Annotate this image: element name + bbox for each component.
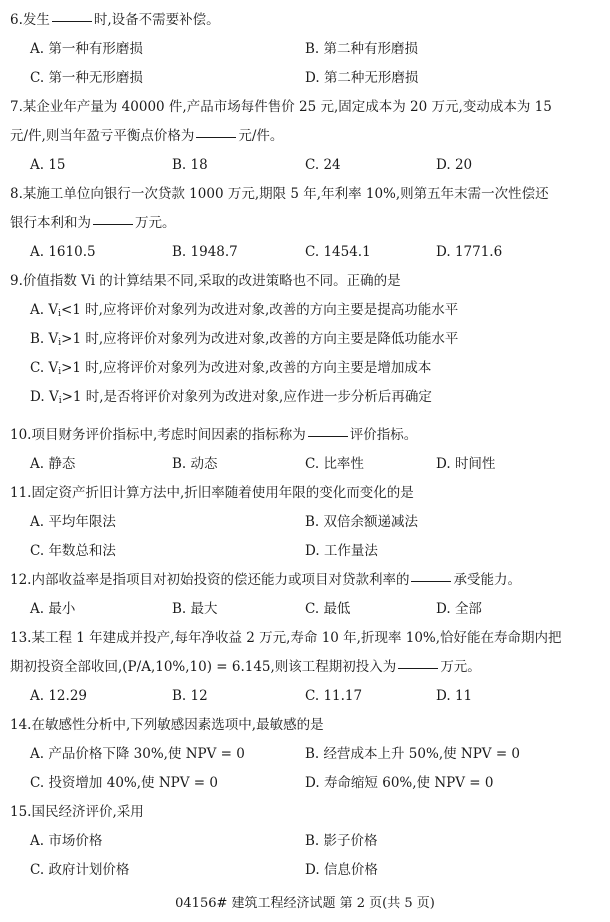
option-d: D. 时间性 [436, 456, 496, 472]
question-7-stem: 7.某企业年产量为 40000 件,产品市场每件售价 25 元,固定成本为 20 万元,变动成本为 15 [10, 99, 552, 115]
question-13-options [0, 685, 610, 707]
option-b: B. 18 [172, 157, 208, 173]
question-7-options [0, 154, 610, 176]
question-13-stem-cont: 期初投资全部收回,(P/A,10%,10) = 6.145,则该工程期初投入为 万元。 [10, 659, 481, 675]
option-d: D. 20 [436, 157, 473, 173]
option-c: C. 比率性 [305, 456, 364, 472]
question-7-stem-cont: 元/件,则当年盈亏平衡点价格为 元/件。 [10, 128, 284, 144]
question-10-options [0, 453, 610, 475]
option-d: D. 寿命缩短 60%,使 NPV = 0 [305, 775, 494, 791]
question-14-options-row2 [0, 772, 610, 794]
question-15-options-row2 [0, 859, 610, 881]
option-a: A. 最小 [30, 601, 76, 617]
option-b: B. 动态 [172, 456, 218, 472]
question-11-options-row1 [0, 511, 610, 533]
answer-blank [411, 580, 451, 582]
option-b: B. 影子价格 [305, 833, 378, 849]
option-c: C. 年数总和法 [30, 543, 116, 559]
question-8-stem-cont: 银行本利和为 万元。 [10, 215, 176, 231]
answer-blank [196, 136, 236, 138]
option-a: A. 平均年限法 [30, 514, 116, 530]
option-d: D. 工作量法 [305, 543, 378, 559]
question-15-stem: 15.国民经济评价,采用 [10, 804, 144, 820]
option-d: D. 第二种无形磨损 [305, 70, 419, 86]
question-14-stem: 14.在敏感性分析中,下列敏感因素选项中,最敏感的是 [10, 717, 324, 733]
option-b: B. $V_i>1$ 时,应将评价对象列为改进对象,改善的方向主要是降低功能水平 [30, 331, 459, 348]
question-8-stem: 8.某施工单位向银行一次贷款 1000 万元,期限 5 年,年利率 10%,则第五年末需一次性偿还 [10, 186, 549, 202]
option-c: C. 政府计划价格 [30, 862, 130, 878]
option-a: A. $V_i<1$ 时,应将评价对象列为改进对象,改善的方向主要是提高功能水平 [30, 302, 459, 319]
option-a: A. 1610.5 [30, 244, 96, 260]
question-12-options [0, 598, 610, 620]
option-a: A. 市场价格 [30, 833, 103, 849]
option-c: C. 24 [305, 157, 341, 173]
question-12-stem: 12.内部收益率是指项目对初始投资的偿还能力或项目对贷款利率的 承受能力。 [10, 572, 521, 588]
question-9-option-b [0, 328, 610, 350]
option-c: C. $V_i>1$ 时,应将评价对象列为改进对象,改善的方向主要是增加成本 [30, 360, 432, 377]
option-c: C. 第一种无形磨损 [30, 70, 143, 86]
question-11-options-row2 [0, 540, 610, 562]
question-6-stem: 6.发生 时,设备不需要补偿。 [10, 12, 220, 28]
option-d: D. 全部 [436, 601, 482, 617]
option-a: A. 产品价格下降 30%,使 NPV = 0 [30, 746, 245, 762]
option-b: B. 双倍余额递减法 [305, 514, 419, 530]
question-15-options-row1 [0, 830, 610, 852]
question-13-stem: 13.某工程 1 年建成并投产,每年净收益 2 万元,寿命 10 年,折现率 10%,恰好能在寿命期内把 [10, 630, 562, 646]
option-d: D. 信息价格 [305, 862, 378, 878]
option-a: A. 静态 [30, 456, 76, 472]
option-d: D. 11 [436, 688, 473, 704]
question-6-options-row2 [0, 67, 610, 89]
question-9-stem: 9.价值指数 Vi 的计算结果不同,采取的改进策略也不同。正确的是 [10, 273, 401, 289]
option-b: B. 最大 [172, 601, 218, 617]
option-d: D. $V_i>1$ 时,是否将评价对象列为改进对象,应作进一步分析后再确定 [30, 389, 432, 406]
question-9-option-c [0, 357, 610, 379]
option-a: A. 第一种有形磨损 [30, 41, 143, 57]
answer-blank [308, 435, 348, 437]
option-c: C. 1454.1 [305, 244, 371, 260]
question-11-stem: 11.固定资产折旧计算方法中,折旧率随着使用年限的变化而变化的是 [10, 485, 414, 501]
question-10-stem: 10.项目财务评价指标中,考虑时间因素的指标称为 评价指标。 [10, 427, 418, 443]
answer-blank [52, 20, 92, 22]
answer-blank [398, 667, 438, 669]
page-footer: 04156# 建筑工程经济试题 第 2 页(共 5 页) [175, 896, 435, 911]
option-c: C. 最低 [305, 601, 351, 617]
option-c: C. 11.17 [305, 688, 363, 704]
answer-blank [93, 223, 133, 225]
option-d: D. 1771.6 [436, 244, 503, 260]
option-b: B. 第二种有形磨损 [305, 41, 419, 57]
option-a: A. 15 [30, 157, 66, 173]
question-8-options [0, 241, 610, 263]
option-a: A. 12.29 [30, 688, 87, 704]
option-b: B. 经营成本上升 50%,使 NPV = 0 [305, 746, 521, 762]
option-b: B. 12 [172, 688, 208, 704]
option-c: C. 投资增加 40%,使 NPV = 0 [30, 775, 218, 791]
option-b: B. 1948.7 [172, 244, 238, 260]
question-9-option-a [0, 299, 610, 321]
question-6-options-row1 [0, 38, 610, 60]
question-9-option-d [0, 386, 610, 408]
question-14-options-row1 [0, 743, 610, 765]
